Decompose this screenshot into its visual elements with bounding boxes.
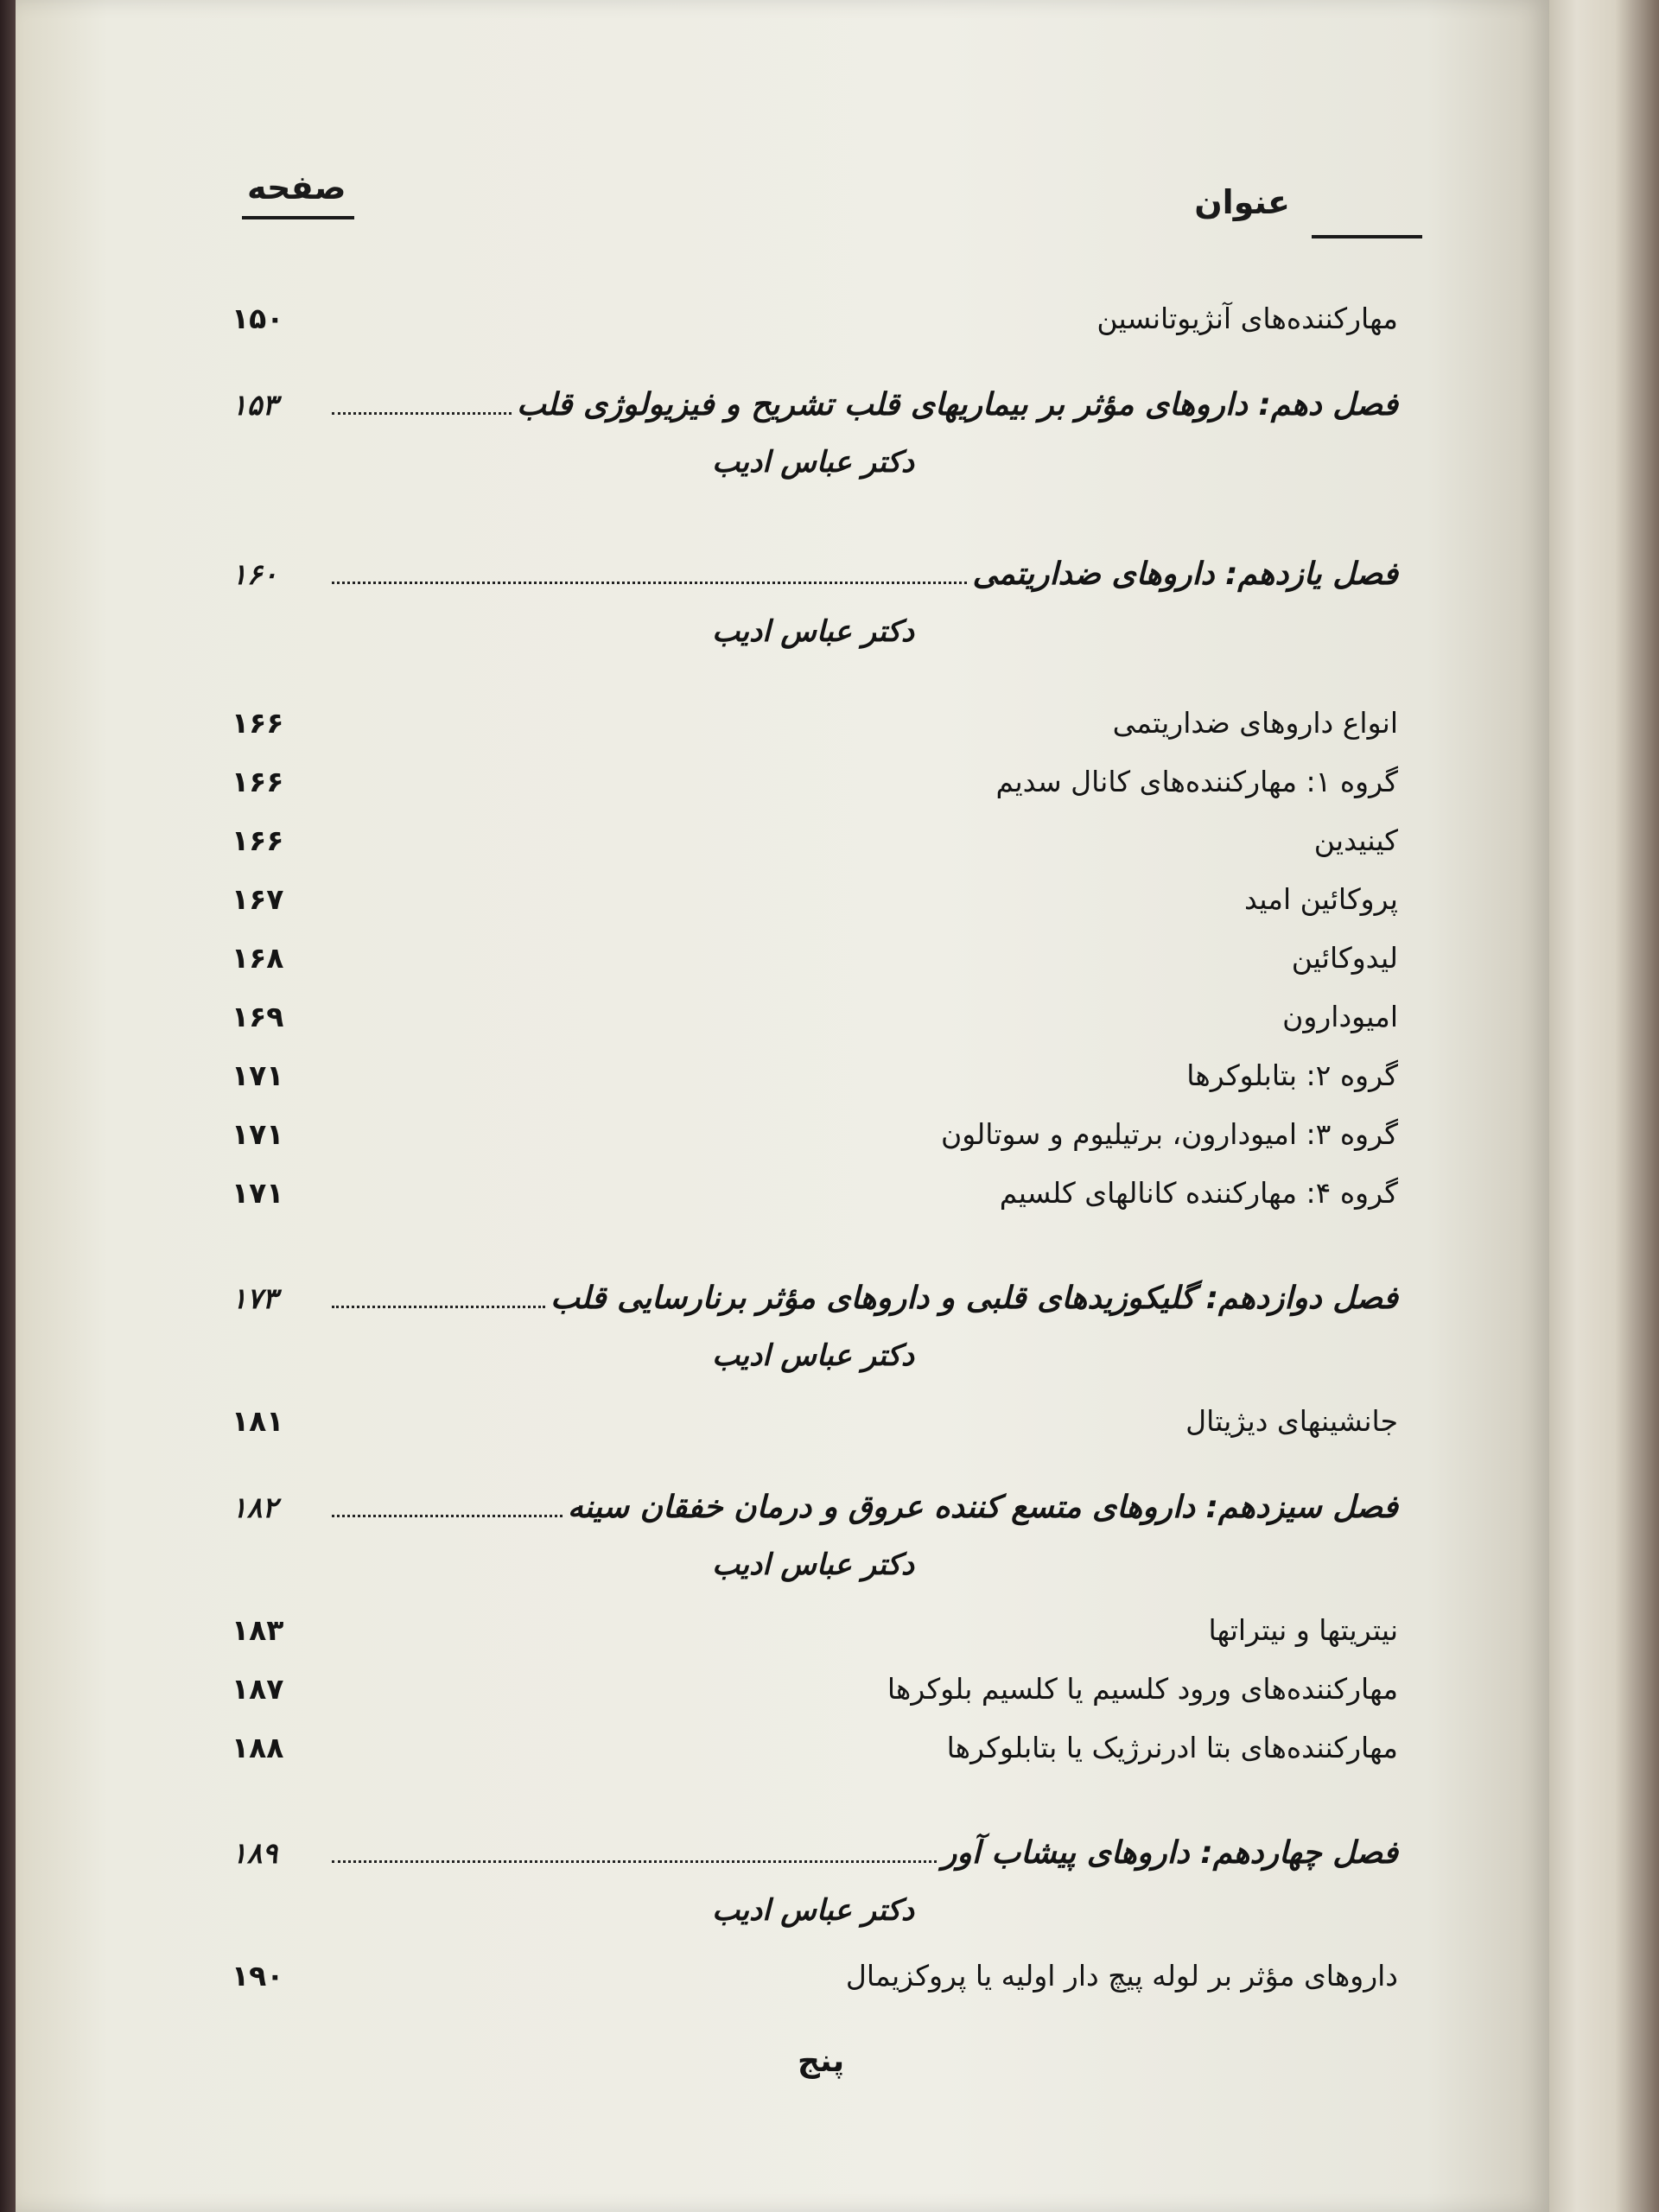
toc-chapter-title: فصل سیزدهم: داروهای متسع کننده عروق و درمان خفقان سینه (567, 1490, 1398, 1525)
toc-chapter-title: فصل دوازدهم: گلیکوزیدهای قلبی و داروهای مؤثر برنارسایی قلب (550, 1281, 1398, 1316)
toc-chapter (232, 1477, 1398, 1539)
toc-chapter-author: دکتر عباس ادیب (712, 614, 914, 649)
toc-entry (232, 694, 1398, 753)
header-title-underline (1312, 235, 1422, 238)
toc-entry-page: ۱۶۶ (232, 823, 284, 857)
toc-entry-page: ۱۷۱ (232, 1117, 284, 1151)
toc-entry-title: مهارکننده‌های ورود کلسیم یا کلسیم بلوکرها (887, 1672, 1398, 1706)
toc-entry (232, 753, 1398, 811)
toc-entry-title: گروه ۴: مهارکننده کانالهای کلسیم (999, 1176, 1398, 1210)
dot-leader (332, 1305, 545, 1308)
dot-leader (332, 1514, 563, 1517)
toc-entry-page: ۱۶۷ (232, 882, 284, 916)
toc-chapter-author: دکتر عباس ادیب (712, 1893, 914, 1928)
toc-entry-page: ۱۸۱ (232, 1404, 284, 1438)
toc-entry (232, 988, 1398, 1046)
page-number-footer: پنج (798, 2044, 845, 2079)
toc-chapter (232, 543, 1398, 606)
toc-entry-title: کینیدین (1313, 823, 1398, 857)
toc-chapter-page: ۱۸۹ (232, 1836, 278, 1870)
toc-entry (232, 1601, 1398, 1660)
toc-entry-title: امیودارون (1282, 1000, 1398, 1033)
toc-entry-title: نیتریتها و نیتراتها (1208, 1613, 1398, 1647)
toc-entry (232, 1046, 1398, 1105)
toc-entry-title: گروه ۲: بتابلوکرها (1186, 1058, 1398, 1092)
toc-chapter-author: دکتر عباس ادیب (712, 1548, 914, 1582)
toc-entry (232, 811, 1398, 870)
toc-entry-title: مهارکننده‌های بتا ادرنرژیک یا بتابلوکرها (946, 1731, 1398, 1764)
toc-chapter-title: فصل دهم: داروهای مؤثر بر بیماریهای قلب تشریح و فیزیولوژی قلب (516, 387, 1398, 423)
dot-leader (332, 581, 967, 584)
toc-chapter (232, 374, 1398, 436)
toc-entry-page: ۱۶۶ (232, 765, 284, 798)
toc-entry-page: ۱۶۸ (232, 941, 284, 975)
toc-entry-title: انواع داروهای ضداریتمی (1112, 706, 1398, 740)
toc-chapter-title: فصل یازدهم: داروهای ضداریتمی (972, 556, 1398, 592)
toc-chapter-page: ۱۷۳ (232, 1281, 278, 1315)
toc-entry (232, 870, 1398, 929)
toc-chapter-page: ۱۸۲ (232, 1491, 278, 1524)
header-page-label: صفحه (247, 168, 346, 207)
toc-entry-title: گروه ۱: مهارکننده‌های کانال سدیم (995, 765, 1398, 798)
toc-entry (232, 929, 1398, 988)
toc-entry-page: ۱۷۱ (232, 1176, 284, 1210)
dot-leader (332, 411, 512, 415)
toc-chapter-page: ۱۵۳ (232, 388, 278, 422)
toc-chapter-page: ۱۶۰ (232, 557, 278, 591)
toc-entry-title: مهارکننده‌های آنژیوتانسین (1096, 302, 1398, 335)
toc-entry-page: ۱۸۷ (232, 1672, 284, 1706)
toc-entry-page: ۱۸۳ (232, 1613, 284, 1647)
toc-entry-page: ۱۶۹ (232, 1000, 284, 1033)
toc-chapter (232, 1822, 1398, 1885)
toc-chapter-author: دکتر عباس ادیب (712, 1338, 914, 1373)
next-page-edge (1549, 0, 1659, 2212)
table-of-contents (232, 289, 1398, 2005)
toc-chapter (232, 1268, 1398, 1330)
toc-entry (232, 1660, 1398, 1719)
toc-chapter-author: دکتر عباس ادیب (712, 445, 914, 480)
toc-entry-title: پروکائین امید (1244, 882, 1398, 916)
toc-entry-page: ۱۸۸ (232, 1731, 284, 1764)
toc-entry (232, 1164, 1398, 1223)
toc-entry (232, 1719, 1398, 1777)
toc-entry-title: لیدوکائین (1291, 941, 1398, 975)
toc-entry (232, 1392, 1398, 1451)
toc-entry-page: ۱۵۰ (232, 302, 284, 335)
toc-entry-title: جانشینهای دیژیتال (1185, 1404, 1398, 1438)
toc-entry-page: ۱۶۶ (232, 706, 284, 740)
toc-entry (232, 289, 1398, 348)
dot-leader (332, 1859, 937, 1863)
header-title-label: عنوان (1194, 183, 1290, 221)
book-page (16, 0, 1549, 2212)
toc-entry-title: داروهای مؤثر بر لوله پیچ دار اولیه یا پروکزیمال (845, 1959, 1398, 1993)
toc-entry-page: ۱۹۰ (232, 1959, 284, 1993)
toc-entry-title: گروه ۳: امیودارون، برتیلیوم و سوتالون (940, 1117, 1398, 1151)
toc-entry (232, 1947, 1398, 2005)
toc-entry (232, 1105, 1398, 1164)
toc-entry-page: ۱۷۱ (232, 1058, 284, 1092)
toc-chapter-title: فصل چهاردهم: داروهای پیشاب آور (942, 1835, 1398, 1871)
header-page-underline (242, 216, 354, 219)
